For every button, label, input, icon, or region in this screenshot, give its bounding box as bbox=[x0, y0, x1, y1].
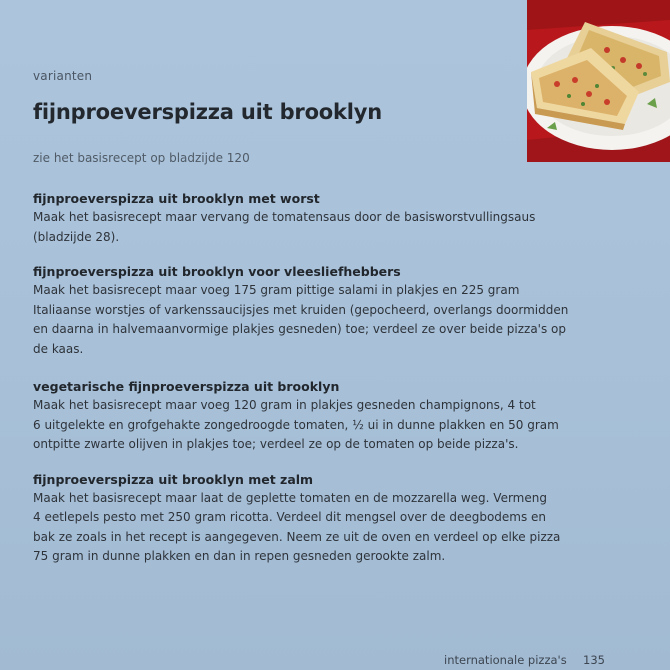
variant-text bbox=[33, 489, 593, 567]
variant-line: Italiaanse worstjes of varkenssaucijsjes met kruiden (gepocheerd, overlangs doormidden bbox=[33, 302, 569, 317]
variant-line: ontpitte zwarte olijven in plakjes toe; verdeel ze op de tomaten op beide pizza's. bbox=[33, 437, 519, 451]
variant-item bbox=[33, 471, 593, 567]
variant-line: Maak het basisrecept maar voeg 175 gram pittige salami in plakjes en 225 gram bbox=[33, 283, 520, 297]
variant-text bbox=[33, 396, 593, 455]
variant-line: Maak het basisrecept maar vervang de tomatensaus door de basisworstvullingsaus bbox=[33, 210, 536, 224]
page-title: fijnproeverspizza uit brooklyn bbox=[33, 100, 383, 124]
variant-line: Maak het basisrecept maar laat de geplette tomaten en de mozzarella weg. Vermeng bbox=[33, 490, 547, 505]
variants-list bbox=[33, 190, 593, 583]
variant-item bbox=[33, 190, 593, 247]
variant-line: Maak het basisrecept maar voeg 120 gram in plakjes gesneden champignons, 4 tot bbox=[33, 398, 536, 412]
variant-title: fijnproeverspizza uit brooklyn met worst bbox=[33, 191, 320, 206]
variant-line: (bladzijde 28). bbox=[33, 229, 120, 244]
variant-line: de kaas. bbox=[33, 341, 84, 356]
variant-text bbox=[33, 208, 593, 247]
section-label: varianten bbox=[33, 69, 93, 83]
variant-item bbox=[33, 263, 593, 359]
variant-title: vegetarische fijnproeverspizza uit brooklyn bbox=[33, 379, 340, 394]
variant-title: fijnproeverspizza uit brooklyn voor vleesliefhebbers bbox=[33, 264, 401, 279]
intro-reference: zie het basisrecept op bladzijde 120 bbox=[33, 151, 250, 165]
variant-line: 6 uitgelekte en grofgehakte zongedroogde tomaten, ½ ui in dunne plakken en 50 gram bbox=[33, 417, 559, 432]
variant-line: 4 eetlepels pesto met 250 gram ricotta. Verdeel dit mengsel over de deegbodems en bbox=[33, 510, 547, 524]
pizza-slices-image bbox=[527, 0, 670, 162]
variant-line: 75 gram in dunne plakken en dan in repen gesneden gerookte zalm. bbox=[33, 549, 446, 563]
footer-section-title: internationale pizza's bbox=[444, 653, 567, 667]
variant-title: fijnproeverspizza uit brooklyn met zalm bbox=[33, 471, 314, 487]
pizza-photo bbox=[527, 0, 670, 162]
variant-text bbox=[33, 281, 593, 359]
page-number: 135 bbox=[583, 653, 605, 667]
variant-line: en daarna in halvemaanvormige plakjes gesneden) toe; verdeel ze over beide pizza's op bbox=[33, 322, 567, 336]
variant-line: bak ze zoals in het recept is aangegeven. Neem ze uit de oven en verdeel op elke pizza bbox=[33, 529, 561, 544]
variant-item bbox=[33, 378, 593, 455]
